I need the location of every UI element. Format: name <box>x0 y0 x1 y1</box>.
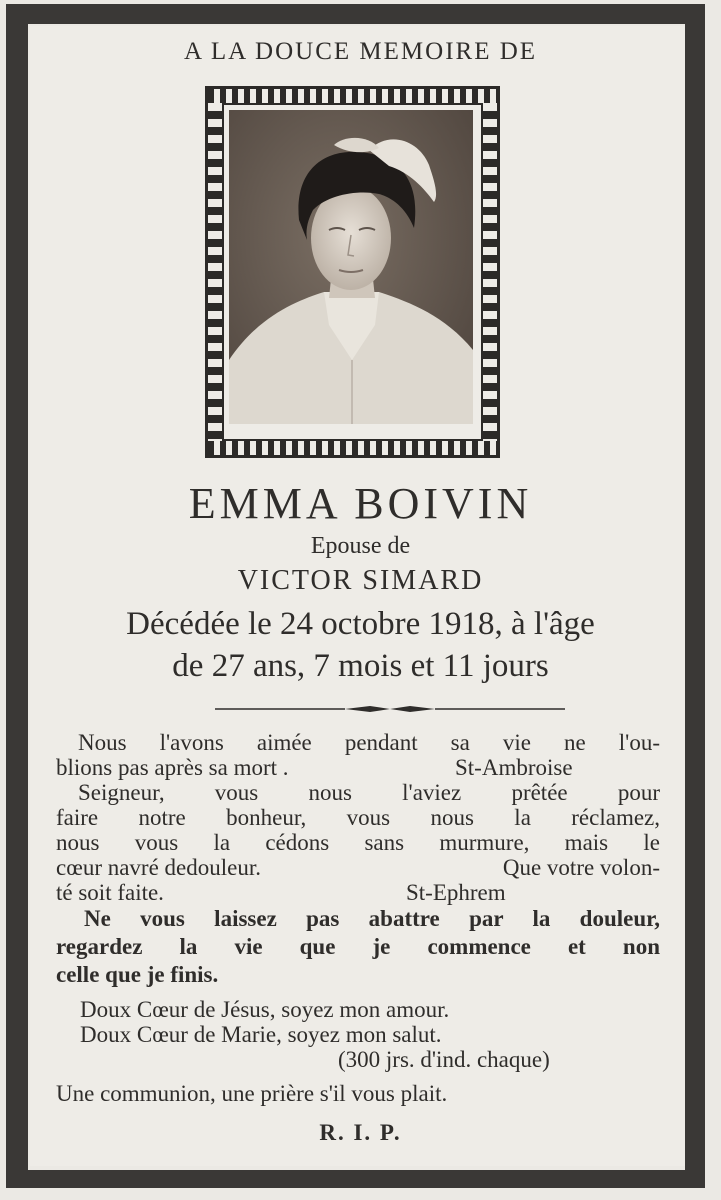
prayer-line: faire notre bonheur, vous nous la réclamez, <box>56 805 660 830</box>
age-at-death-line: de 27 ans, 7 mois et 11 jours <box>172 648 549 684</box>
prayer-line: nous vous la cédons sans murmure, mais le <box>56 830 660 855</box>
prayer-line: Que votre volon- <box>502 855 660 880</box>
spouse-prefix: Epouse de <box>310 533 411 559</box>
prayer-attribution: St-Ambroise <box>455 755 573 780</box>
ornamental-divider <box>215 706 565 712</box>
prayer-line: cœur navré dedouleur. <box>56 855 262 880</box>
prayer-line: celle que je finis. <box>56 962 219 987</box>
prayer-line: blions pas après sa mort . <box>56 755 289 780</box>
death-date-line: Décédée le 24 octobre 1918, à l'âge <box>126 606 595 642</box>
prayer-line: regardez la vie que je commence et non <box>56 934 660 959</box>
spouse-name: VICTOR SIMARD <box>237 565 484 596</box>
prayer-attribution: St-Ephrem <box>406 880 506 905</box>
invocation-marie: Doux Cœur de Marie, soyez mon salut. <box>80 1022 442 1047</box>
indulgence-note: (300 jrs. d'ind. chaque) <box>338 1047 550 1072</box>
prayer-line: Nous l'avons aimée pendant sa vie ne l'ou- <box>78 730 660 755</box>
portrait-photo <box>229 110 473 424</box>
deceased-name: EMMA BOIVIN <box>188 479 533 528</box>
rip-inscription: R. I. P. <box>319 1120 402 1145</box>
prayer-line: té soit faite. <box>56 880 164 905</box>
prayer-line: Seigneur, vous nous l'aviez prêtée pour <box>78 780 660 805</box>
closing-request: Une communion, une prière s'il vous plait. <box>56 1081 448 1106</box>
invocation-jesus: Doux Cœur de Jésus, soyez mon amour. <box>80 997 450 1022</box>
prayer-line: Ne vous laissez pas abattre par la douleur, <box>84 906 660 931</box>
card-heading: A LA DOUCE MEMOIRE DE <box>183 38 538 65</box>
